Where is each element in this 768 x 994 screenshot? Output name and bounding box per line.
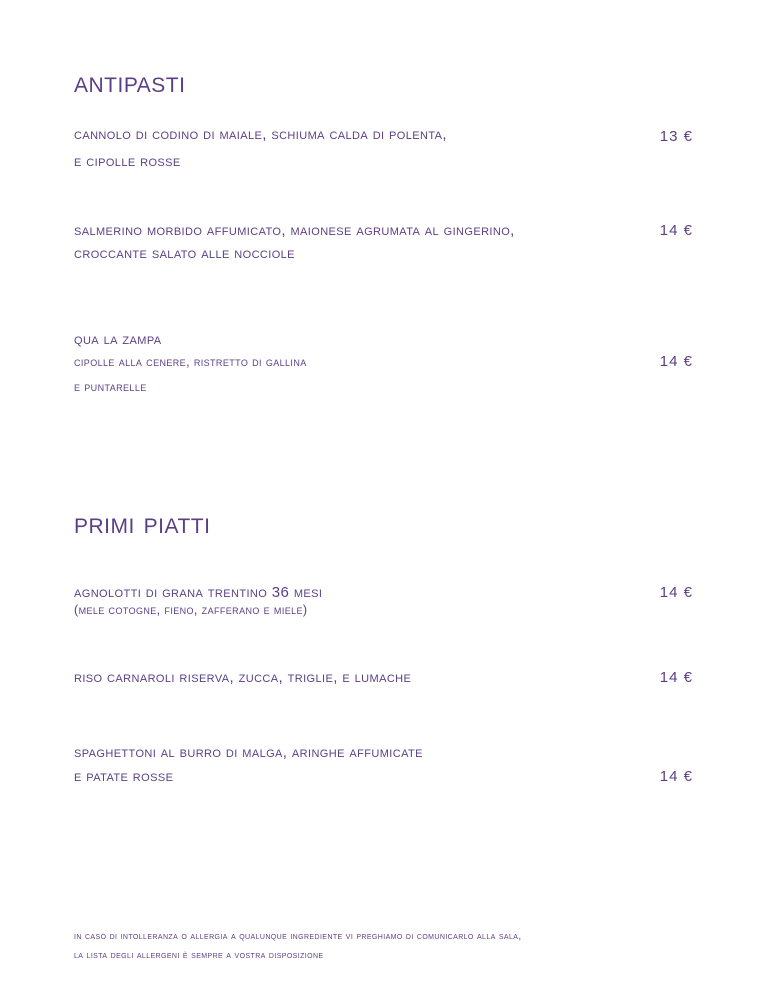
menu-item-spaghettoni-price: 14 €	[659, 768, 693, 785]
menu-item-qua-la-zampa-line-1: qua la zampa	[74, 331, 162, 348]
section-title-antipasti: antipasti	[74, 66, 186, 99]
menu-item-riso-price: 14 €	[659, 669, 693, 686]
section-title-primi-piatti: primi piatti	[74, 507, 211, 540]
allergen-notice-line-1: in caso di intolleranza o allergia a qualunque ingrediente vi preghiamo di comunicarlo alla sala,	[74, 931, 522, 942]
menu-item-cannolo-line-2: e cipolle rosse	[74, 153, 181, 170]
menu-item-cannolo-price: 13 €	[659, 128, 693, 145]
menu-item-qua-la-zampa-line-2: cipolle alla cenere, ristretto di gallina	[74, 355, 307, 369]
menu-item-spaghettoni-line-1: spaghettoni al burro di malga, aringhe affumicate	[74, 744, 423, 761]
menu-item-qua-la-zampa-price: 14 €	[659, 353, 693, 370]
menu-item-riso-line-1: riso carnaroli riserva, zucca, triglie, e lumache	[74, 669, 412, 686]
menu-item-agnolotti-line-1: agnolotti di grana trentino 36 mesi	[74, 584, 323, 601]
allergen-notice-line-2: la lista degli allergeni è sempre a vostra disposizione	[74, 950, 324, 961]
menu-item-salmerino-price: 14 €	[659, 222, 693, 239]
menu-item-salmerino-line-1: salmerino morbido affumicato, maionese agrumata al gingerino,	[74, 222, 515, 239]
menu-item-cannolo-line-1: cannolo di codino di maiale, schiuma calda di polenta,	[74, 126, 447, 143]
menu-item-salmerino-line-2: croccante salato alle nocciole	[74, 245, 295, 262]
menu-item-agnolotti-line-2: (mele cotogne, fieno, zafferano e miele)	[74, 603, 308, 617]
menu-item-agnolotti-price: 14 €	[659, 584, 693, 601]
menu-item-spaghettoni-line-2: e patate rosse	[74, 768, 174, 785]
menu-item-qua-la-zampa-line-3: e puntarelle	[74, 380, 147, 394]
